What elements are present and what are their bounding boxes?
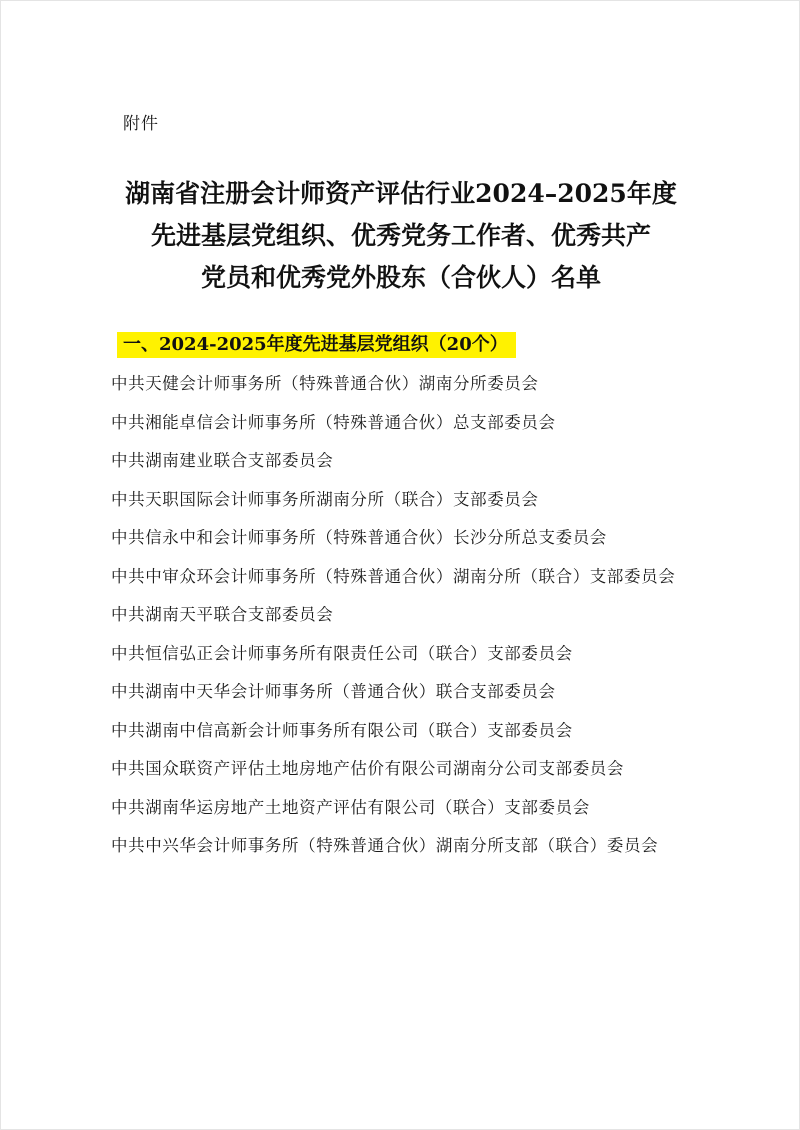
list-item: 中共湘能卓信会计师事务所（特殊普通合伙）总支部委员会 (111, 412, 556, 432)
list-item: 中共信永中和会计师事务所（特殊普通合伙）长沙分所总支委员会 (111, 528, 607, 547)
list-item: 中共恒信弘正会计师事务所有限责任公司（联合）支部委员会 (111, 643, 573, 663)
title-line: 先进基层党组织、优秀党务工作者、优秀共产 (150, 221, 651, 250)
list-item: 中共湖南天平联合支部委员会 (111, 605, 334, 624)
list-item: 中共中审众环会计师事务所（特殊普通合伙）湖南分所（联合）支部委员会 (111, 566, 676, 586)
attachment-label: 附件 (123, 114, 159, 134)
title-line: 湖南省注册会计师资产评估行业2024–2025年度 (125, 179, 677, 208)
title-line: 党员和优秀党外股东（合伙人）名单 (200, 263, 601, 292)
list-item: 中共湖南华运房地产土地资产评估有限公司（联合）支部委员会 (111, 797, 590, 817)
list-item: 中共国众联资产评估土地房地产估价有限公司湖南分公司支部委员会 (111, 759, 624, 778)
document-title (101, 173, 701, 299)
list-item: 中共湖南中天华会计师事务所（普通合伙）联合支部委员会 (111, 682, 556, 701)
list-item: 中共中兴华会计师事务所（特殊普通合伙）湖南分所支部（联合）委员会 (111, 836, 659, 855)
list-item: 中共湖南中信高新会计师事务所有限公司（联合）支部委员会 (111, 720, 573, 740)
organization-list (111, 365, 681, 866)
list-item: 中共天职国际会计师事务所湖南分所（联合）支部委员会 (111, 489, 539, 509)
section-heading: 一、2024-2025年度先进基层党组织（20个） (117, 332, 516, 358)
list-item: 中共湖南建业联合支部委员会 (111, 451, 334, 470)
list-item: 中共天健会计师事务所（特殊普通合伙）湖南分所委员会 (111, 374, 539, 393)
